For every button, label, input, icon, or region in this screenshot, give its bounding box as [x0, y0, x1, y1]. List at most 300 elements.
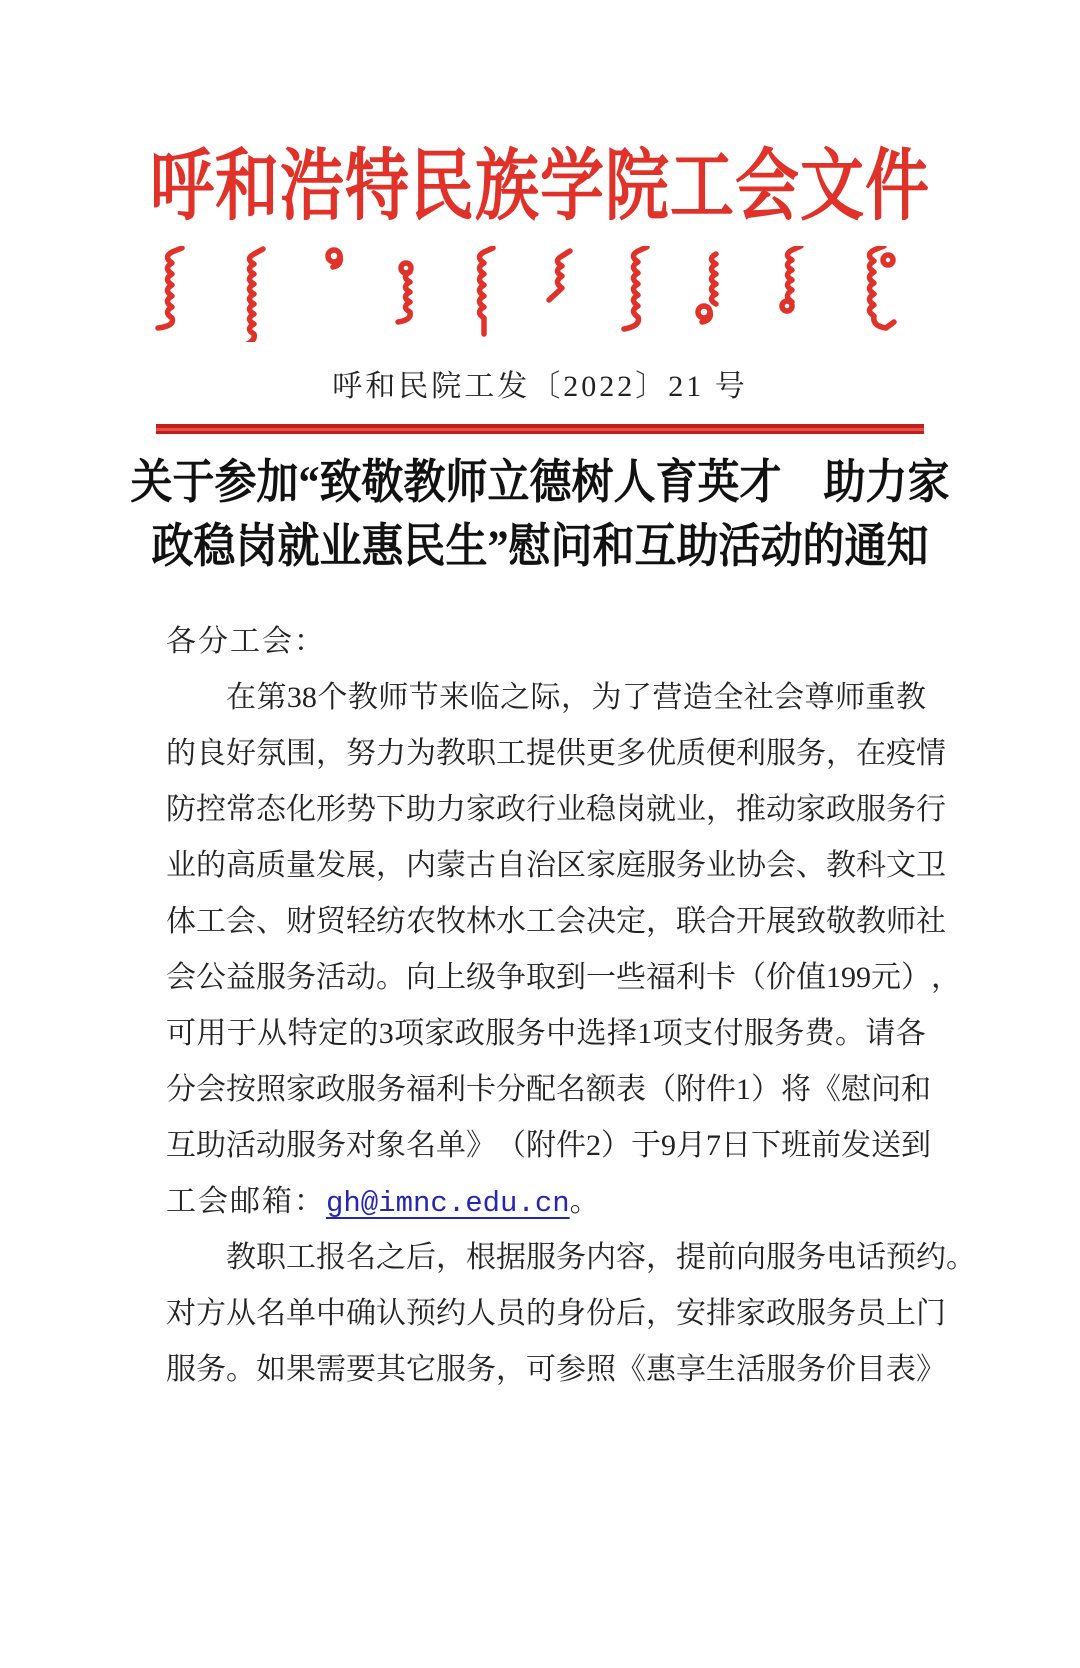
body-text: 福 [646, 961, 676, 994]
body-text: 服 [796, 1297, 826, 1330]
body-text: 《 [811, 1073, 841, 1106]
body-text: 1 [637, 1017, 653, 1050]
body-text: 水 [496, 905, 526, 938]
body-text: （ [496, 1129, 526, 1162]
body-text: 后 [616, 1297, 646, 1330]
body-text: 班 [781, 1129, 811, 1162]
body-text: 服 [286, 1129, 316, 1162]
body-text: 势 [346, 793, 376, 826]
body-text: 照 [256, 1073, 286, 1106]
body-text: 会 [196, 1073, 226, 1106]
body-text: 务 [196, 1353, 226, 1386]
body-text: 月 [676, 1129, 706, 1162]
body-text: 务 [376, 1073, 406, 1106]
body-text: 名 [406, 1129, 436, 1162]
body-text: ， [316, 737, 346, 770]
body-text: 付 [713, 1017, 744, 1050]
body-text: 值 [796, 961, 826, 994]
body-text: 重 [865, 681, 896, 714]
body-text: 会 [556, 905, 586, 938]
body-text: 业 [166, 849, 196, 882]
body-text: 良 [196, 737, 226, 770]
body-text: 2 [586, 1129, 601, 1162]
body-text: 附 [526, 1129, 556, 1162]
body-text: 工会邮箱： [166, 1185, 326, 1218]
body-text: 优 [646, 737, 676, 770]
body-text: 牧 [436, 905, 466, 938]
body-text: 职 [256, 1241, 286, 1274]
body-text: 来 [439, 681, 470, 714]
body-text: 敬 [826, 905, 856, 938]
body-text: 选 [576, 1017, 607, 1050]
body-text: 合 [706, 905, 736, 938]
body-text: 常 [226, 793, 256, 826]
body-text: 政 [454, 1017, 485, 1050]
body-text: 师 [378, 681, 409, 714]
body-text: 业 [556, 793, 586, 826]
body-text: 氛 [256, 737, 286, 770]
body-text: 贸 [316, 905, 346, 938]
body-line [166, 894, 946, 950]
body-text: 》 [466, 1129, 496, 1162]
body-text: ， [560, 681, 591, 714]
body-text: 支 [683, 1017, 714, 1050]
body-text: 利 [736, 737, 766, 770]
body-text: 科 [856, 849, 886, 882]
body-text: 9 [661, 1129, 676, 1162]
body-text: 预 [406, 1297, 436, 1330]
body-text: 择 [606, 1017, 637, 1050]
notice-title-line2: 政稳岗就业惠民生”慰问和互助活动的通知 [151, 521, 929, 573]
body-text: 卫 [916, 849, 946, 882]
body-text: 就 [646, 793, 676, 826]
body-text: 按 [226, 1073, 256, 1106]
body-text: 价 [766, 961, 796, 994]
body-text: 疫 [886, 737, 916, 770]
body-text: 政 [316, 1073, 346, 1106]
body-text: ， [646, 1241, 676, 1274]
body-text: 质 [256, 849, 286, 882]
body-text: 从 [226, 1297, 256, 1330]
body-text: 定 [616, 905, 646, 938]
body-text: 业 [706, 849, 736, 882]
body-text: 全 [713, 681, 744, 714]
body-text: 区 [556, 849, 586, 882]
body-text: 家 [466, 793, 496, 826]
body-text: ， [706, 793, 736, 826]
body-text: 向 [736, 1241, 766, 1274]
body-text: 量 [286, 849, 316, 882]
body-text: 政 [766, 1297, 796, 1330]
body-text: 利 [436, 1073, 466, 1106]
body-text: 会 [166, 961, 196, 994]
body-text: 在 [856, 737, 886, 770]
body-text: 约 [916, 1241, 946, 1274]
body-text: 级 [466, 961, 496, 994]
body-text: 务 [676, 849, 706, 882]
body-text: 员 [856, 1297, 886, 1330]
body-text: 享 [676, 1353, 706, 1386]
body-text: 可 [166, 1017, 196, 1050]
body-text: 农 [406, 905, 436, 938]
body-text: 向 [406, 961, 436, 994]
body-text: 展 [766, 905, 796, 938]
body-text: 费 [804, 1017, 835, 1050]
body-text: 上 [436, 961, 466, 994]
body-line [166, 1342, 946, 1398]
body-line [166, 950, 961, 1006]
body-text: ， [376, 849, 406, 882]
body-text: 份 [586, 1297, 616, 1330]
body-text: 家 [586, 849, 616, 882]
body-text: 。 [226, 1353, 256, 1386]
body-text: 分 [166, 1073, 196, 1106]
body-text: 各分工会： [166, 625, 326, 658]
body-text: 师 [886, 905, 916, 938]
body-text: 的 [348, 1017, 379, 1050]
red-divider-rule [156, 424, 924, 434]
body-text: 服 [766, 1241, 796, 1274]
body-text: 林 [466, 905, 496, 938]
body-text: 防 [166, 793, 196, 826]
body-text: 表 [616, 1073, 646, 1106]
body-text: 服 [436, 1353, 466, 1386]
body-text: 古 [466, 849, 496, 882]
body-text: 务 [466, 1353, 496, 1386]
body-text: 单 [286, 1297, 316, 1330]
body-text: 围 [286, 737, 316, 770]
body-text: 前 [706, 1241, 736, 1274]
body-text: 益 [226, 961, 256, 994]
body-text: 对 [166, 1297, 196, 1330]
letterhead-title: 呼和浩特民族学院工会文件 [150, 143, 930, 230]
body-text: 活 [226, 1129, 256, 1162]
body-text: 家 [286, 1073, 316, 1106]
body-text: 在 [226, 681, 256, 714]
document-body [166, 614, 976, 1398]
notice-title-line1: 关于参加“致敬教师立德树人育英才 助力家 [130, 457, 950, 510]
body-text: 会 [766, 849, 796, 882]
document-number: 呼和民院工发〔2022〕21 号 [332, 370, 748, 403]
body-line [166, 726, 946, 782]
body-text: 特 [287, 1017, 318, 1050]
body-text: 确 [346, 1297, 376, 1330]
body-text: 家 [796, 793, 826, 826]
body-text: 需 [316, 1353, 346, 1386]
body-text: 根 [466, 1241, 496, 1274]
body-text: 惠 [646, 1353, 676, 1386]
body-text: 配 [526, 1073, 556, 1106]
body-text: 于 [226, 1017, 257, 1050]
body-text: 38 [286, 681, 317, 714]
body-text: 临 [469, 681, 500, 714]
body-text: 、 [796, 849, 826, 882]
body-line [166, 1174, 926, 1230]
body-text: 生 [706, 1353, 736, 1386]
body-text: 力 [436, 793, 466, 826]
body-text: 之 [500, 681, 531, 714]
body-text: 分 [496, 1073, 526, 1106]
body-text: 师 [835, 681, 866, 714]
body-text: 互 [166, 1129, 196, 1162]
body-text: 中 [316, 1297, 346, 1330]
body-text: 名 [556, 1073, 586, 1106]
body-text: ） [601, 1129, 631, 1162]
body-text: 。 [569, 1185, 602, 1218]
document-page [0, 143, 1080, 1668]
body-text: 单 [436, 1129, 466, 1162]
body-text: 行 [916, 793, 946, 826]
body-text: 各 [895, 1017, 926, 1050]
body-text: 问 [871, 1073, 901, 1106]
body-text: 其 [376, 1353, 406, 1386]
body-text: 服 [256, 961, 286, 994]
body-text: 会 [774, 681, 805, 714]
body-text: 服 [856, 793, 886, 826]
body-text: 象 [376, 1129, 406, 1162]
body-text: 工 [496, 737, 526, 770]
body-text: 轻 [346, 905, 376, 938]
body-text: 从 [257, 1017, 288, 1050]
body-text: 和 [901, 1073, 931, 1106]
body-text: 参 [556, 1353, 586, 1386]
body-text: 工 [286, 1241, 316, 1274]
body-line [166, 1006, 926, 1062]
body-text: 联 [676, 905, 706, 938]
body-text: 社 [743, 681, 774, 714]
body-text: 职 [466, 737, 496, 770]
body-text: 它 [406, 1353, 436, 1386]
body-line [166, 1062, 931, 1118]
body-text: 内 [586, 1241, 616, 1274]
body-text: 提 [676, 1241, 706, 1274]
body-text: 庭 [616, 849, 646, 882]
body-text: 可 [526, 1353, 556, 1386]
body-text: 治 [526, 849, 556, 882]
body-text: 的 [166, 737, 196, 770]
body-text: 情 [916, 737, 946, 770]
body-text: 名 [346, 1241, 376, 1274]
body-text: 。 [376, 961, 406, 994]
body-text: 于 [631, 1129, 661, 1162]
body-text: 态 [256, 793, 286, 826]
body-text: 发 [841, 1129, 871, 1162]
body-text: 际 [530, 681, 561, 714]
body-text: 1 [736, 1073, 751, 1106]
body-text: 取 [526, 961, 556, 994]
body-line [166, 670, 926, 726]
body-text: 如 [256, 1353, 286, 1386]
body-text: 政 [496, 793, 526, 826]
body-text: 力 [376, 737, 406, 770]
body-text: 、 [256, 905, 286, 938]
body-text: 教 [826, 849, 856, 882]
body-text: 慰 [841, 1073, 871, 1106]
body-text: 。 [834, 1017, 865, 1050]
body-text: 。 [946, 1241, 976, 1274]
body-text: 为 [591, 681, 622, 714]
body-text: 动 [346, 961, 376, 994]
body-text: 务 [556, 1241, 586, 1274]
body-text: （ [646, 1073, 676, 1106]
body-text: 供 [556, 737, 586, 770]
body-text: 》 [916, 1353, 946, 1386]
body-text: 将 [781, 1073, 811, 1106]
body-text: 表 [886, 1353, 916, 1386]
body-text: 服 [766, 737, 796, 770]
body-text: 工 [526, 905, 556, 938]
body-text: 内 [406, 849, 436, 882]
body-text: 7 [706, 1129, 721, 1162]
body-text: 中 [546, 1017, 577, 1050]
body-text: 决 [586, 905, 616, 938]
body-text: 员 [496, 1297, 526, 1330]
body-text: 教 [347, 681, 378, 714]
body-text: 报 [316, 1241, 346, 1274]
body-text: 附 [676, 1073, 706, 1106]
body-text: 送 [871, 1129, 901, 1162]
body-text: 务 [886, 793, 916, 826]
body-text: 会 [226, 905, 256, 938]
body-text: 务 [774, 1017, 805, 1050]
body-text: 助 [406, 793, 436, 826]
body-text: 照 [586, 1353, 616, 1386]
body-text: 3 [378, 1017, 394, 1050]
body-text: 对 [346, 1129, 376, 1162]
body-text: 务 [316, 1129, 346, 1162]
body-text: 用 [196, 1017, 227, 1050]
body-text: 日 [721, 1129, 751, 1162]
email-link[interactable]: gh@imnc.edu.cn [326, 1187, 570, 1220]
body-text: 元 [871, 961, 901, 994]
body-text: 容 [616, 1241, 646, 1274]
body-text: 教 [895, 681, 926, 714]
body-text: ， [826, 737, 856, 770]
body-text: ， [436, 1241, 466, 1274]
body-text: 199 [826, 961, 871, 994]
body-text: 多 [616, 737, 646, 770]
body-text: （ [736, 961, 766, 994]
body-text: ） [901, 961, 931, 994]
body-text: 业 [676, 793, 706, 826]
body-text: 营 [652, 681, 683, 714]
body-text: 服 [346, 1073, 376, 1106]
body-line [166, 1118, 931, 1174]
body-text: ， [646, 1297, 676, 1330]
body-text: 额 [586, 1073, 616, 1106]
body-text: 自 [496, 849, 526, 882]
body-text: 之 [376, 1241, 406, 1274]
body-line [166, 614, 926, 670]
body-text: 开 [736, 905, 766, 938]
notice-title [120, 452, 960, 580]
body-text: 预 [886, 1241, 916, 1274]
body-text: 政 [826, 793, 856, 826]
body-text: 动 [766, 793, 796, 826]
body-text: 件 [556, 1129, 586, 1162]
body-text: 推 [736, 793, 766, 826]
body-text: 要 [346, 1353, 376, 1386]
body-text: 的 [526, 1297, 556, 1330]
body-text: 卡 [706, 961, 736, 994]
body-text: 提 [526, 737, 556, 770]
body-line [166, 1230, 976, 1286]
body-text: 节 [408, 681, 439, 714]
body-text: 到 [556, 961, 586, 994]
body-text: 上 [886, 1297, 916, 1330]
body-text: ， [496, 1353, 526, 1386]
body-text: 家 [736, 1297, 766, 1330]
body-text: 更 [586, 737, 616, 770]
body-text: 第 [256, 681, 287, 714]
body-text: 家 [424, 1017, 455, 1050]
body-line [166, 1286, 946, 1342]
body-text: 助 [196, 1129, 226, 1162]
body-text: 纺 [376, 905, 406, 938]
body-text: 卡 [466, 1073, 496, 1106]
body-text: 电 [826, 1241, 856, 1274]
body-text: 稳 [586, 793, 616, 826]
body-text: 后 [406, 1241, 436, 1274]
body-text: 公 [196, 961, 226, 994]
body-text: 务 [796, 737, 826, 770]
body-text: 社 [916, 905, 946, 938]
body-text: 件 [706, 1073, 736, 1106]
body-line [166, 838, 946, 894]
body-text: 教 [856, 905, 886, 938]
body-text: 约 [436, 1297, 466, 1330]
body-text: 安 [676, 1297, 706, 1330]
body-text: 名 [256, 1297, 286, 1330]
body-text: 致 [796, 905, 826, 938]
body-text: 服 [526, 1241, 556, 1274]
body-text: 项 [652, 1017, 683, 1050]
body-text: 下 [376, 793, 406, 826]
body-text: ） [751, 1073, 781, 1106]
body-line [166, 782, 946, 838]
body-text: 果 [286, 1353, 316, 1386]
body-text: 文 [886, 849, 916, 882]
body-text: 务 [286, 961, 316, 994]
body-text: 控 [196, 793, 226, 826]
body-text: 些 [616, 961, 646, 994]
body-text: 动 [256, 1129, 286, 1162]
body-text: 了 [621, 681, 652, 714]
body-text: 岗 [616, 793, 646, 826]
body-text: 服 [166, 1353, 196, 1386]
body-text: 尊 [804, 681, 835, 714]
body-text: 务 [796, 1353, 826, 1386]
body-text: 财 [286, 905, 316, 938]
body-text: 教 [226, 1241, 256, 1274]
body-text: 造 [682, 681, 713, 714]
body-text: 好 [226, 737, 256, 770]
body-text: 身 [556, 1297, 586, 1330]
body-text: 到 [901, 1129, 931, 1162]
body-text: 努 [346, 737, 376, 770]
body-text: 形 [316, 793, 346, 826]
body-text: 务 [515, 1017, 546, 1050]
body-text: 认 [376, 1297, 406, 1330]
body-text: 服 [485, 1017, 516, 1050]
body-text: 方 [196, 1297, 226, 1330]
body-text: 定 [317, 1017, 348, 1050]
body-text: 福 [406, 1073, 436, 1106]
body-text: 务 [796, 1241, 826, 1274]
body-text: 体 [166, 905, 196, 938]
body-text: 的 [196, 849, 226, 882]
body-text: 项 [394, 1017, 425, 1050]
